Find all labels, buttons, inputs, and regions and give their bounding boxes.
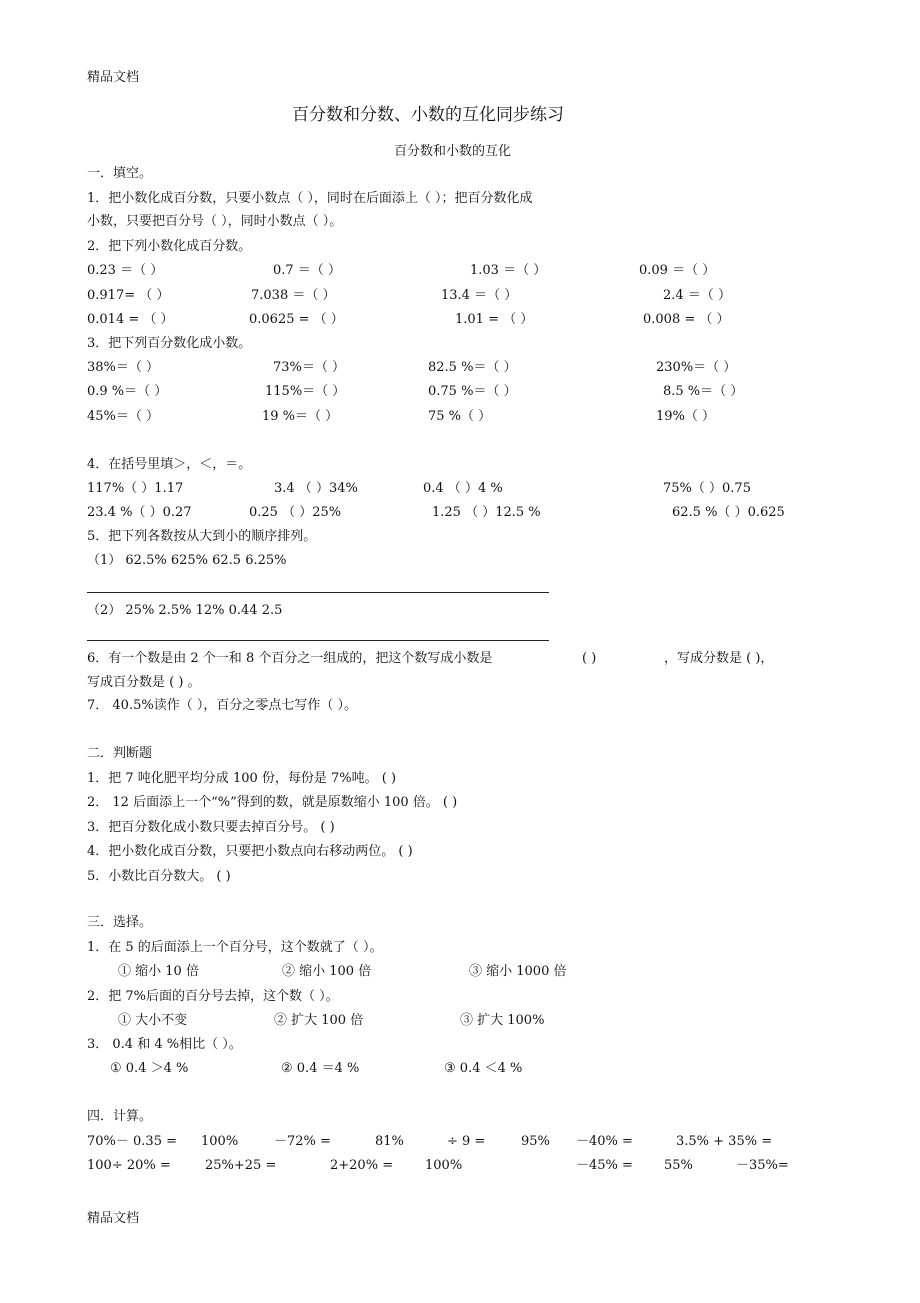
- calc-item: 55%: [664, 1158, 693, 1173]
- document-subtitle: 百分数和小数的互化: [394, 144, 512, 159]
- q3-item: 38%＝（ ）: [87, 360, 160, 375]
- q2-item: 2.4 ＝（ ）: [663, 288, 731, 303]
- calc-item: 25%+25 =: [205, 1158, 277, 1173]
- calc-item: 3.5% + 35% =: [676, 1134, 773, 1149]
- q6-decimal-blank: ( ): [582, 651, 597, 666]
- q4-item: 75%（ ）0.75: [663, 481, 751, 496]
- q2-item: 7.038 ＝（ ）: [251, 288, 336, 303]
- judge-item: 3．把百分数化成小数只要去掉百分号。 ( ): [87, 820, 335, 835]
- q2-item: 0.917= （ ）: [87, 288, 170, 303]
- calc-item: 2+20% =: [330, 1158, 394, 1173]
- q2-item: 0.7 ＝（ ）: [273, 263, 341, 278]
- q7: 7． 40.5%读作（ ），百分之零点七写作（ ）。: [87, 698, 357, 713]
- q1-line1: 1．把小数化成百分数，只要小数点（ ），同时在后面添上（ ）；把百分数化成: [87, 191, 533, 206]
- q3-item: 115%＝（ ）: [265, 384, 346, 399]
- section3-heading: 三．选择。: [87, 915, 153, 930]
- choice-option: ① 缩小 10 倍: [118, 964, 199, 979]
- choice-option: ② 扩大 100 倍: [274, 1013, 364, 1028]
- judge-item: 5．小数比百分数大。 ( ): [87, 869, 231, 884]
- footer-watermark: 精品文档: [87, 1211, 140, 1226]
- q3-item: 75 %（ ）: [428, 409, 492, 424]
- q2-heading: 2．把下列小数化成百分数。: [87, 239, 252, 254]
- choice-q3-stem: 3． 0.4 和 4 %相比（ ）。: [87, 1037, 242, 1052]
- calc-item: －72% =: [274, 1134, 331, 1149]
- section2-heading: 二．判断题: [87, 746, 153, 761]
- choice-option: ③ 0.4 ＜4 %: [444, 1061, 523, 1076]
- section4-heading: 四．计算。: [87, 1109, 153, 1124]
- choice-option: ③ 缩小 1000 倍: [469, 964, 567, 979]
- choice-q1-stem: 1．在 5 的后面添上一个百分号，这个数就了（ ）。: [87, 940, 383, 955]
- choice-option: ② 0.4 ＝4 %: [281, 1061, 360, 1076]
- q2-item: 1.03 ＝（ ）: [470, 263, 547, 278]
- q4-item: 3.4 （ ）34%: [274, 481, 358, 496]
- q5-part2: （2） 25% 2.5% 12% 0.44 2.5: [87, 603, 283, 618]
- q4-item: 1.25 （ ）12.5 %: [432, 505, 541, 520]
- calc-item: －40% =: [576, 1134, 633, 1149]
- q5-answer-line-1: [87, 592, 549, 593]
- choice-q2-stem: 2．把 7%后面的百分号去掉，这个数（ ）。: [87, 989, 339, 1004]
- calc-item: －45% =: [576, 1158, 633, 1173]
- calc-item: 95%: [521, 1134, 550, 1149]
- q4-item: 0.25 （ ）25%: [249, 505, 342, 520]
- q3-item: 230%＝（ ）: [656, 360, 737, 375]
- document-title: 百分数和分数、小数的互化同步练习: [292, 105, 564, 125]
- q3-item: 45%＝（ ）: [87, 409, 160, 424]
- choice-option: ① 大小不变: [118, 1013, 188, 1028]
- q6-line1-text: 6．有一个数是由 2 个一和 8 个百分之一组成的，把这个数写成小数是: [87, 651, 493, 666]
- q1-line2: 小数，只要把百分号（ ），同时小数点（ ）。: [87, 214, 343, 229]
- calc-item: 100÷ 20% =: [87, 1158, 171, 1173]
- q5-part1: （1） 62.5% 625% 62.5 6.25%: [87, 553, 287, 568]
- q6-fraction-part: ，写成分数是 ( )，: [664, 651, 774, 666]
- q2-item: 0.0625 = （ ）: [249, 312, 344, 327]
- q4-item: 0.4 （ ）4 %: [423, 481, 503, 496]
- section1-heading: 一．填空。: [87, 166, 153, 181]
- judge-item: 1．把 7 吨化肥平均分成 100 份，每份是 7%吨。 ( ): [87, 771, 397, 786]
- judge-item: 4．把小数化成百分数，只要把小数点向右移动两位。 ( ): [87, 844, 413, 859]
- q2-item: 13.4 ＝（ ）: [441, 288, 518, 303]
- header-watermark: 精品文档: [87, 70, 140, 85]
- calc-item: 100%: [425, 1158, 463, 1173]
- q2-item: 1.01 = （ ）: [455, 312, 534, 327]
- q2-item: 0.23 ＝（ ）: [87, 263, 164, 278]
- q3-item: 82.5 %＝（ ）: [428, 360, 517, 375]
- judge-item: 2． 12 后面添上一个“%”得到的数，就是原数缩小 100 倍。 ( ): [87, 795, 458, 810]
- q5-heading: 5．把下列各数按从大到小的顺序排列。: [87, 529, 317, 544]
- choice-option: ① 0.4 ＞4 %: [110, 1061, 189, 1076]
- calc-item: 81%: [375, 1134, 404, 1149]
- choice-option: ② 缩小 100 倍: [282, 964, 372, 979]
- q6-line2: 写成百分数是 ( ) 。: [87, 675, 201, 690]
- calc-item: －35%=: [736, 1158, 789, 1173]
- q4-item: 62.5 %（ ）0.625: [672, 505, 785, 520]
- q3-item: 73%＝（ ）: [273, 360, 346, 375]
- q4-item: 117%（ ）1.17: [87, 481, 184, 496]
- q2-item: 0.09 ＝（ ）: [639, 263, 716, 278]
- q2-item: 0.014 = （ ）: [87, 312, 174, 327]
- calc-item: ÷ 9 =: [447, 1134, 486, 1149]
- q4-item: 23.4 %（ ）0.27: [87, 505, 192, 520]
- choice-option: ③ 扩大 100%: [460, 1013, 545, 1028]
- q5-answer-line-2: [87, 640, 549, 641]
- q3-heading: 3．把下列百分数化成小数。: [87, 336, 252, 351]
- q3-item: 19%（ ）: [656, 409, 716, 424]
- calc-item: 70%－ 0.35 =: [87, 1134, 177, 1149]
- q3-item: 8.5 %＝（ ）: [663, 384, 744, 399]
- q3-item: 0.9 %＝（ ）: [87, 384, 168, 399]
- q3-item: 19 %＝（ ）: [262, 409, 339, 424]
- q3-item: 0.75 %＝（ ）: [428, 384, 517, 399]
- q4-heading: 4．在括号里填＞，＜，＝。: [87, 457, 252, 472]
- q2-item: 0.008 = （ ）: [643, 312, 730, 327]
- calc-item: 100%: [201, 1134, 239, 1149]
